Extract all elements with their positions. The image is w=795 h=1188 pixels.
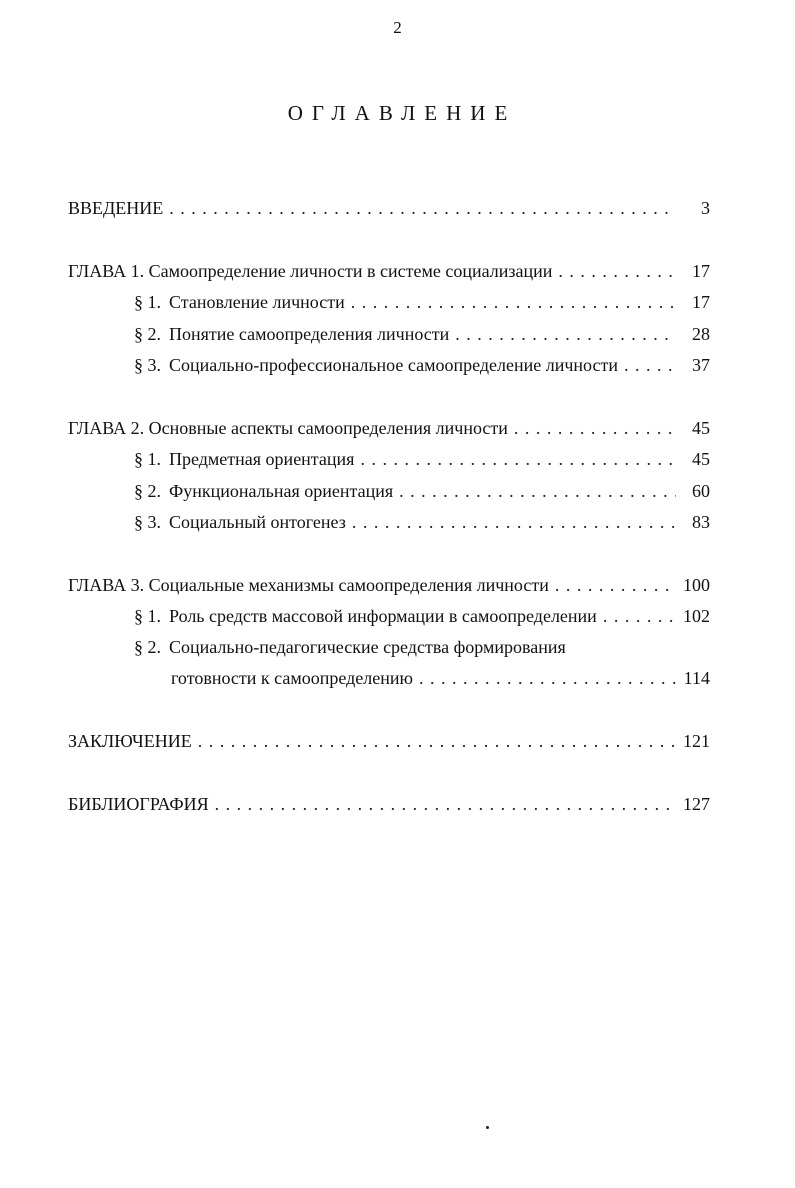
toc-page-number: 100 [683,575,710,595]
toc-entry-chapter-1[interactable] [68,259,710,283]
toc-entry-bibliography[interactable] [68,792,710,816]
dot-leader [360,447,676,471]
dot-leader [555,573,675,597]
toc-page-number: 3 [701,198,710,218]
dot-leader [419,666,676,690]
toc-entry-section-1-1[interactable] [134,290,710,314]
dot-leader [603,604,675,628]
section-number: § 1. [134,606,161,626]
toc-entry-introduction[interactable] [68,196,710,220]
toc-entry-label: готовности к самоопределению [171,668,413,688]
toc-entry-section-2-3[interactable] [134,510,710,534]
toc-page-number: 114 [683,668,710,688]
dot-leader [198,729,675,753]
toc-page-number: 83 [692,512,710,532]
toc-entry-section-1-2[interactable] [134,322,710,346]
toc-page-number: 28 [692,324,710,344]
toc-entry-label: Становление личности [169,292,345,312]
toc-entry-section-3-2-line-2[interactable] [171,666,710,690]
toc-entry-chapter-3[interactable] [68,573,710,597]
toc-entry-conclusion[interactable] [68,729,710,753]
toc-page-number: 37 [692,355,710,375]
section-number: § 3. [134,512,161,532]
toc-entry-label: ЗАКЛЮЧЕНИЕ [68,731,192,751]
dot-leader [514,416,676,440]
toc-page-number: 17 [692,292,710,312]
page-number: 2 [393,18,402,37]
scan-speck [486,1126,489,1129]
dot-leader [558,259,676,283]
toc-entry-label: Функциональная ориентация [169,481,394,501]
page-title: ОГЛАВЛЕНИЕ [287,101,517,125]
toc-entry-label: ГЛАВА 2. Основные аспекты самоопределения личности [68,418,508,438]
dot-leader [399,479,676,503]
toc-page-number: 45 [692,418,710,438]
toc-entry-label: ГЛАВА 1. Самоопределение личности в системе социализации [68,261,553,281]
section-number: § 2. [134,324,161,344]
toc-page-number: 17 [692,261,710,281]
toc-page-number: 127 [683,794,710,814]
dot-leader [351,290,676,314]
dot-leader [215,792,675,816]
dot-leader [169,196,676,220]
toc-entry-section-2-2[interactable] [134,479,710,503]
section-number: § 1. [134,292,161,312]
section-number: § 1. [134,449,161,469]
toc-entry-section-3-1[interactable] [134,604,710,628]
toc-entry-section-1-3[interactable] [134,353,710,377]
toc-page-number: 45 [692,449,710,469]
toc-page-number: 102 [683,606,710,626]
toc-entry-label: Социальный онтогенез [169,512,346,532]
section-number: § 2. [134,481,161,501]
toc-entry-label: Роль средств массовой информации в самоопределении [169,606,597,626]
dot-leader [455,322,676,346]
toc-entry-label: Понятие самоопределения личности [169,324,450,344]
dot-leader [352,510,676,534]
toc-entry-label: БИБЛИОГРАФИЯ [68,794,209,814]
section-number: § 3. [134,355,161,375]
dot-leader [624,353,676,377]
toc-entry-chapter-2[interactable] [68,416,710,440]
toc-entry-label: Социально-профессиональное самоопределение личности [169,355,618,375]
toc-entry-label: Социально-педагогические средства формирования [169,637,566,657]
toc-entry-label: Предметная ориентация [169,449,355,469]
toc-entry-section-3-2-line-1[interactable] [134,635,566,659]
toc-page-number: 60 [692,481,710,501]
toc-entry-label: ГЛАВА 3. Социальные механизмы самоопределения личности [68,575,549,595]
toc-entry-label: ВВЕДЕНИЕ [68,198,164,218]
toc-entry-section-2-1[interactable] [134,447,710,471]
section-number: § 2. [134,637,161,657]
toc-page-number: 121 [683,731,710,751]
